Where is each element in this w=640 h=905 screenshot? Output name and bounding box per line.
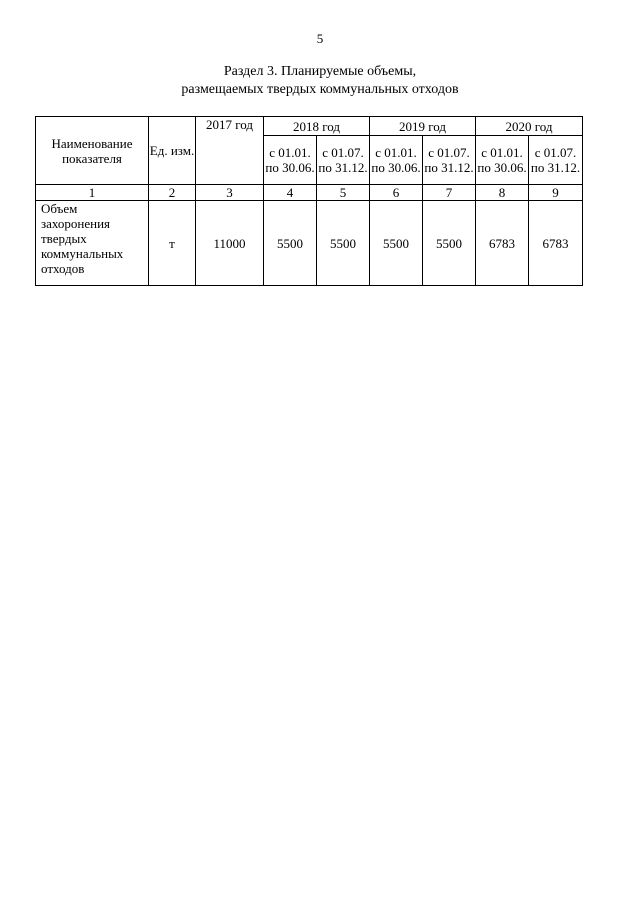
period-to: по 30.06. bbox=[371, 160, 421, 175]
column-number: 7 bbox=[423, 185, 476, 201]
table-row bbox=[36, 201, 583, 286]
period-from: с 01.01. bbox=[375, 145, 417, 160]
value-2020-h1: 6783 bbox=[476, 201, 529, 286]
column-number: 6 bbox=[370, 185, 423, 201]
indicator-name-line: отходов bbox=[41, 261, 85, 276]
section-title bbox=[0, 63, 640, 99]
header-year-2018: 2018 год bbox=[264, 117, 370, 136]
value-2017: 11000 bbox=[196, 201, 264, 286]
value-2018-h1: 5500 bbox=[264, 201, 317, 286]
period-to: по 31.12. bbox=[530, 160, 581, 175]
column-number: 8 bbox=[476, 185, 529, 201]
value-2018-h2: 5500 bbox=[317, 201, 370, 286]
header-indicator-name: Наименование показателя bbox=[36, 117, 149, 185]
indicator-name-cell bbox=[36, 201, 149, 286]
header-year-2017: 2017 год bbox=[196, 117, 264, 185]
column-number: 5 bbox=[317, 185, 370, 201]
period-to: по 30.06. bbox=[477, 160, 527, 175]
section-title-line-2: размещаемых твердых коммунальных отходов bbox=[181, 82, 459, 97]
indicator-name-line: твердых bbox=[41, 231, 87, 246]
page-number: 5 bbox=[316, 31, 324, 46]
value-2020-h2: 6783 bbox=[529, 201, 583, 286]
header-year-2019: 2019 год bbox=[370, 117, 476, 136]
column-number-row bbox=[36, 185, 583, 201]
period-to: по 31.12. bbox=[318, 160, 368, 175]
planned-volumes-table bbox=[35, 116, 583, 286]
period-from: с 01.07. bbox=[322, 145, 364, 160]
period-to: по 30.06. bbox=[265, 160, 315, 175]
period-2018-h2 bbox=[317, 136, 370, 185]
period-from: с 01.01. bbox=[481, 145, 523, 160]
period-2019-h1 bbox=[370, 136, 423, 185]
header-row-years bbox=[36, 117, 583, 136]
period-from: с 01.01. bbox=[269, 145, 311, 160]
value-2019-h2: 5500 bbox=[423, 201, 476, 286]
section-title-line-1: Раздел 3. Планируемые объемы, bbox=[223, 64, 417, 79]
period-2018-h1 bbox=[264, 136, 317, 185]
period-2019-h2 bbox=[423, 136, 476, 185]
column-number: 2 bbox=[149, 185, 196, 201]
header-unit: Ед. изм. bbox=[149, 117, 196, 185]
period-to: по 31.12. bbox=[424, 160, 474, 175]
column-number: 9 bbox=[529, 185, 583, 201]
value-2019-h1: 5500 bbox=[370, 201, 423, 286]
header-year-2020: 2020 год bbox=[476, 117, 583, 136]
column-number: 4 bbox=[264, 185, 317, 201]
period-from: с 01.07. bbox=[534, 145, 577, 160]
column-number: 3 bbox=[196, 185, 264, 201]
indicator-name-line: коммунальных bbox=[41, 246, 124, 261]
column-number: 1 bbox=[36, 185, 149, 201]
period-2020-h1 bbox=[476, 136, 529, 185]
unit-cell: т bbox=[149, 201, 196, 286]
indicator-name-line: Объем bbox=[41, 201, 78, 216]
period-2020-h2 bbox=[529, 136, 583, 185]
period-from: с 01.07. bbox=[428, 145, 470, 160]
indicator-name-line: захоронения bbox=[41, 216, 111, 231]
